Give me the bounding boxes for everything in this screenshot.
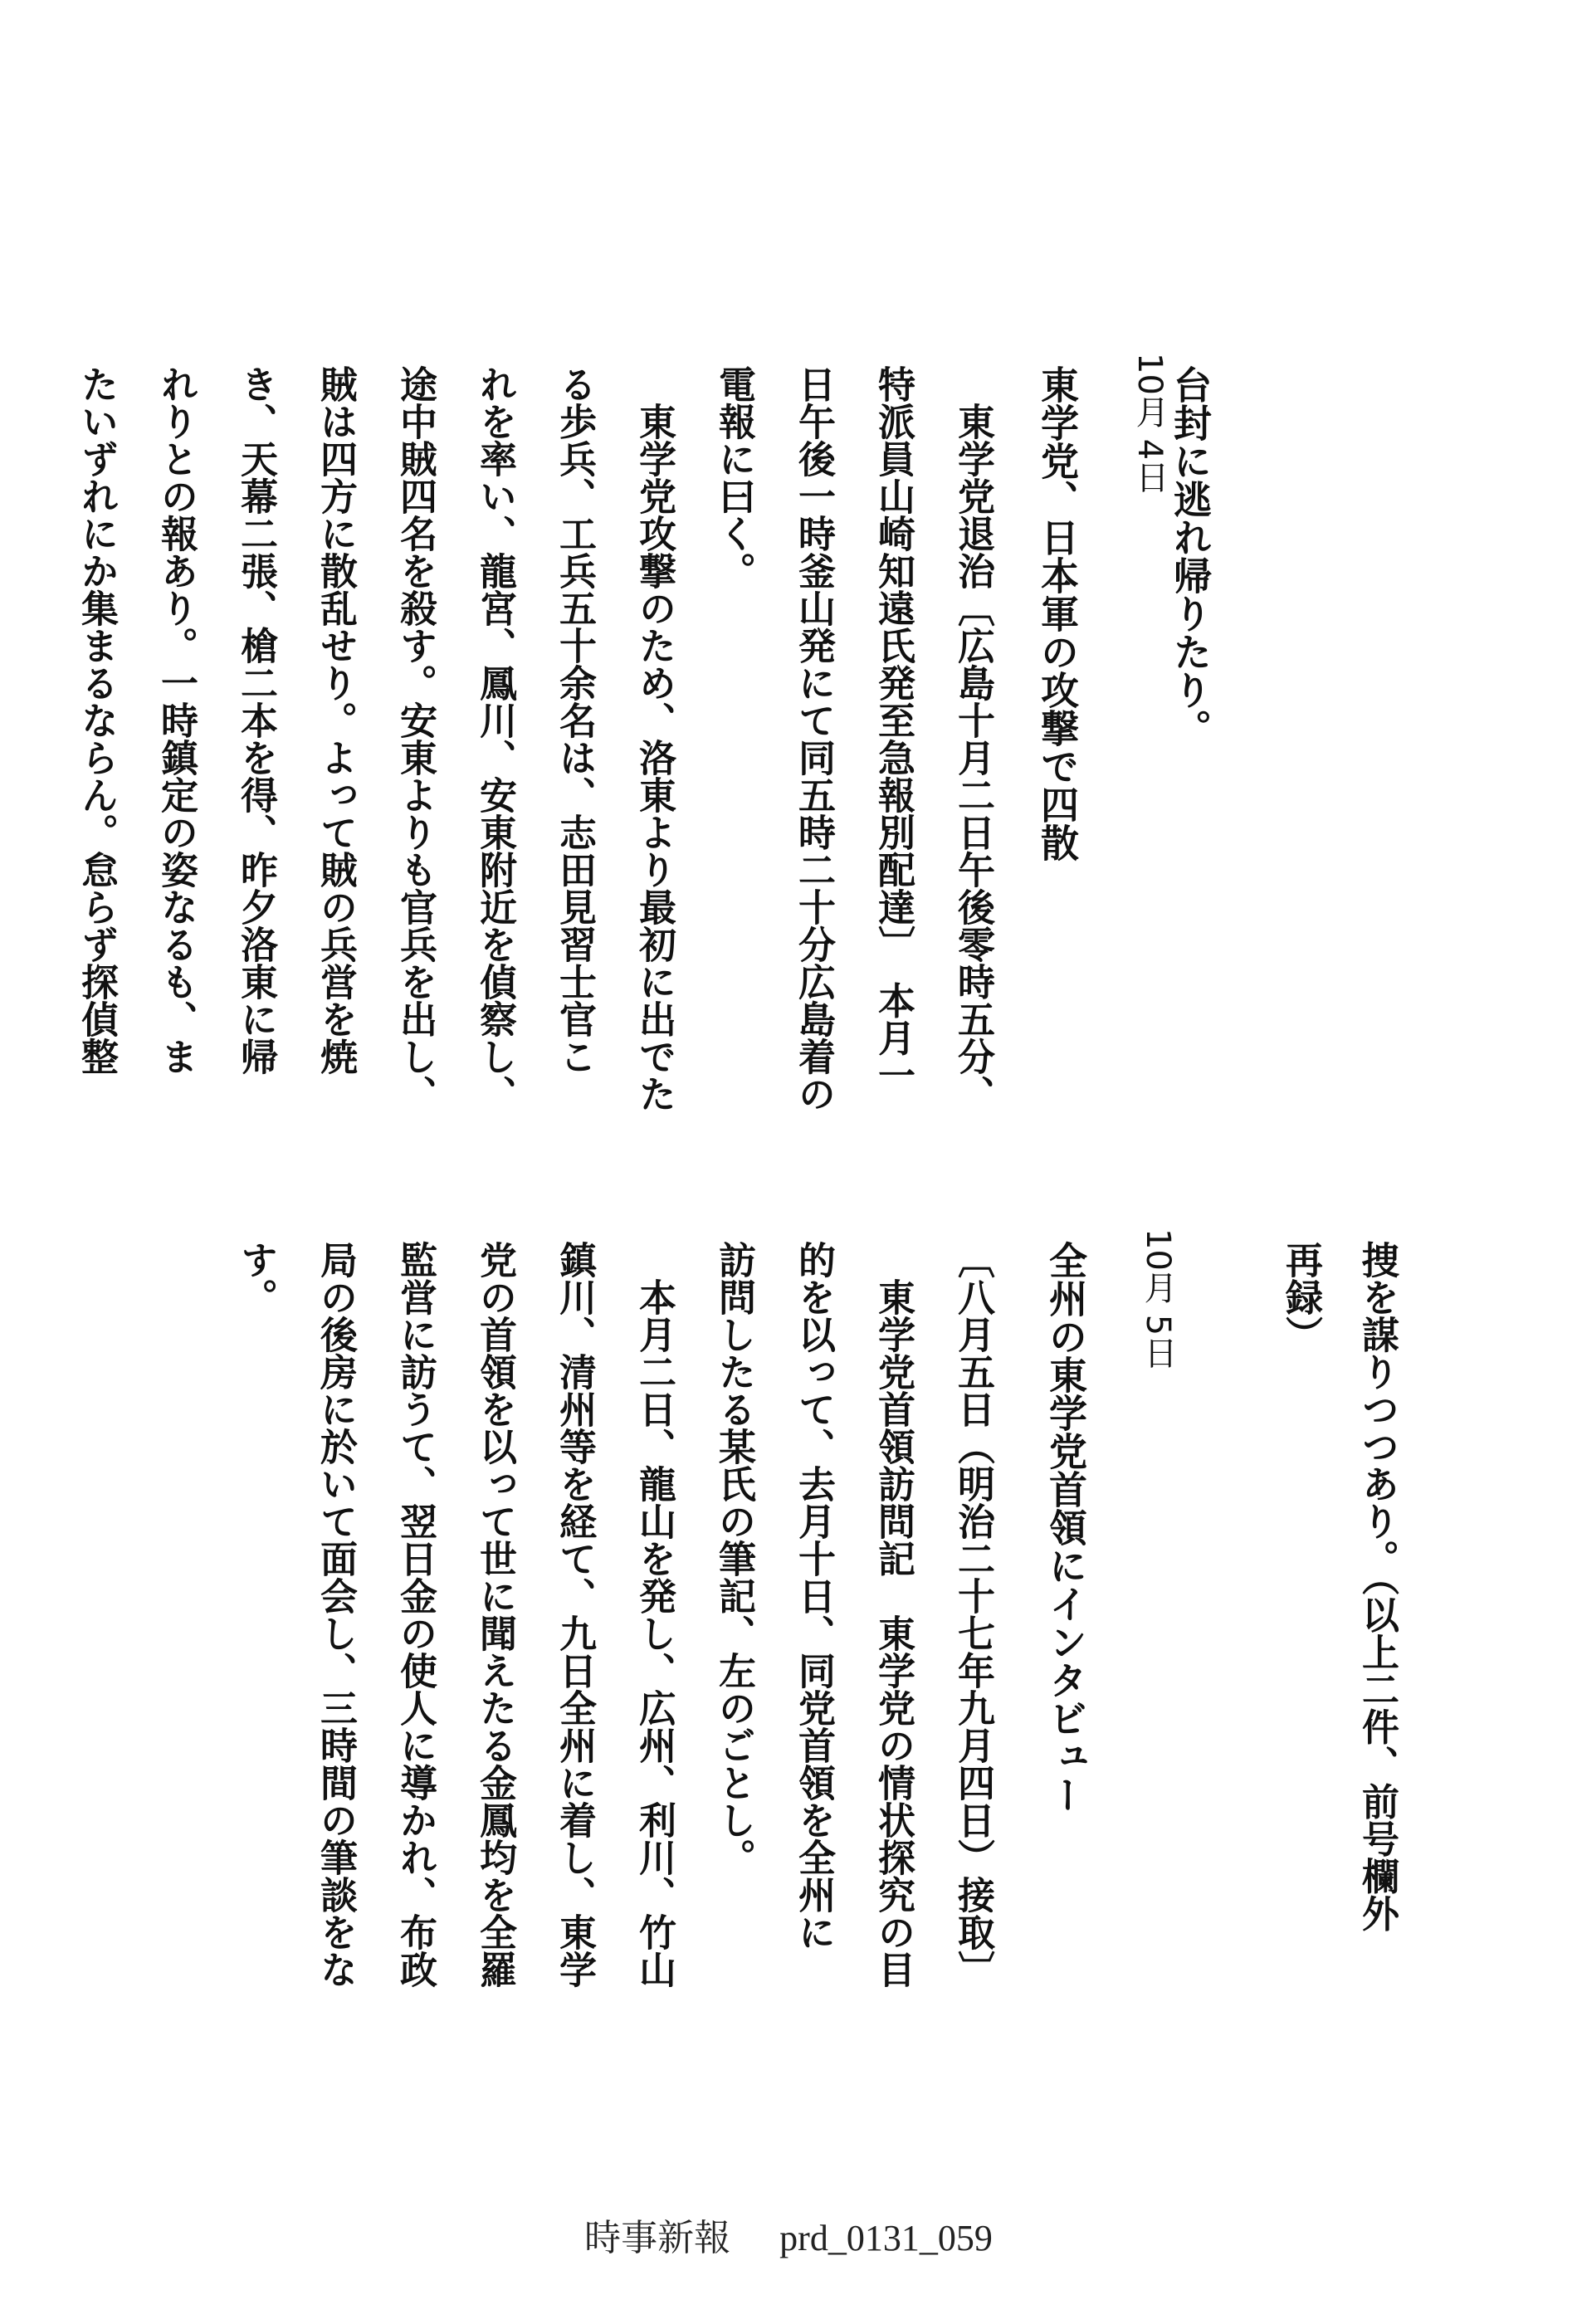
- entry-2-line: 党の首領を以って世に聞えたる金鳳均を全羅: [473, 1241, 517, 1988]
- entry-1-line: る歩兵、工兵五十余名は、志田見習士官こ: [553, 365, 597, 1075]
- continuation-line: 再録）: [1279, 1241, 1323, 1353]
- entry-2-line: 東学党首領訪問記 東学党の情状探究の目: [872, 1241, 915, 1988]
- entry-1-line: 電報に曰く。: [712, 365, 756, 589]
- entry-2-line: 監営に訪うて、翌日金の使人に導かれ、布政: [393, 1241, 437, 1988]
- entry-1-line: 特派員山崎知遠氏発至急報別配達〕 本月一: [872, 365, 915, 1094]
- entry-2-date-text: 10月 5日: [1139, 1228, 1177, 1370]
- entry-1-line: たいずれにか集まるならん。怠らず探偵整: [75, 365, 119, 1075]
- entry-2-line: 局の後房に於いて面会し、三時間の筆談をな: [314, 1241, 358, 1988]
- entry-1-line: れを率い、龍宮、鳳川、安東附近を偵察し、: [473, 365, 517, 1112]
- entry-1-line: 東学党退治〔広島十月二日午後零時五分、: [951, 365, 995, 1112]
- footer-source: 時事新報: [584, 2218, 731, 2258]
- entry-1-line: 東学党攻撃のため、洛東より最初に出でた: [632, 365, 676, 1112]
- page-footer: [0, 2208, 1577, 2261]
- entry-2-headline-block: [1034, 1241, 1096, 1814]
- entry-1-line: 賊は四方に散乱せり。よって賊の兵営を焼: [314, 365, 358, 1075]
- lead-line-text: 台封に逃れ帰りたり。: [1168, 365, 1213, 747]
- entry-1-line: き、天幕二張、槍二本を得、昨夕洛東に帰: [234, 365, 278, 1075]
- entry-date-oct-5: [1139, 1228, 1177, 1370]
- entry-2-line: 〔八月五日（明治二十七年九月四日）接取〕: [951, 1241, 995, 1988]
- continuation-line: 捜を謀りつつあり。（以上二件、前号欄外: [1355, 1241, 1399, 1932]
- entry-1-headline-block: [1026, 365, 1087, 862]
- entry-2-headline: 全州の東学党首領にインタビュー: [1043, 1241, 1088, 1814]
- entry-1-line: 日午後一時釜山発にて同五時二十分広島着の: [792, 365, 836, 1112]
- entry-1-line: れりとの報あり。一時鎮定の姿なるも、ま: [154, 365, 198, 1075]
- entry-1-line: 途中賊四名を殺す。安東よりも官兵を出し、: [393, 365, 437, 1112]
- entry-2-body: [216, 1241, 1013, 1988]
- continuation-block: [1262, 1241, 1415, 1932]
- entry-2-line: 鎮川、清州等を経て、九日全州に着し、東学: [553, 1241, 597, 1988]
- entry-2-line: 本月二日、龍山を発し、広州、利川、竹山: [632, 1241, 676, 1988]
- entry-1-headline: 東学党、日本軍の攻撃で四散: [1035, 365, 1080, 862]
- entry-1-body: [56, 365, 1013, 1112]
- entry-2-line: 訪問したる某氏の筆記、左のごとし。: [712, 1241, 756, 1876]
- entry-2-line: 的を以って、去月十日、同党首領を全州に: [792, 1241, 836, 1950]
- entry-1-date-text: 10月 4日: [1130, 353, 1169, 494]
- entry-date-oct-4: [1130, 353, 1169, 494]
- footer-id: prd_0131_059: [779, 2218, 993, 2258]
- entry-2-line: す。: [234, 1241, 278, 1316]
